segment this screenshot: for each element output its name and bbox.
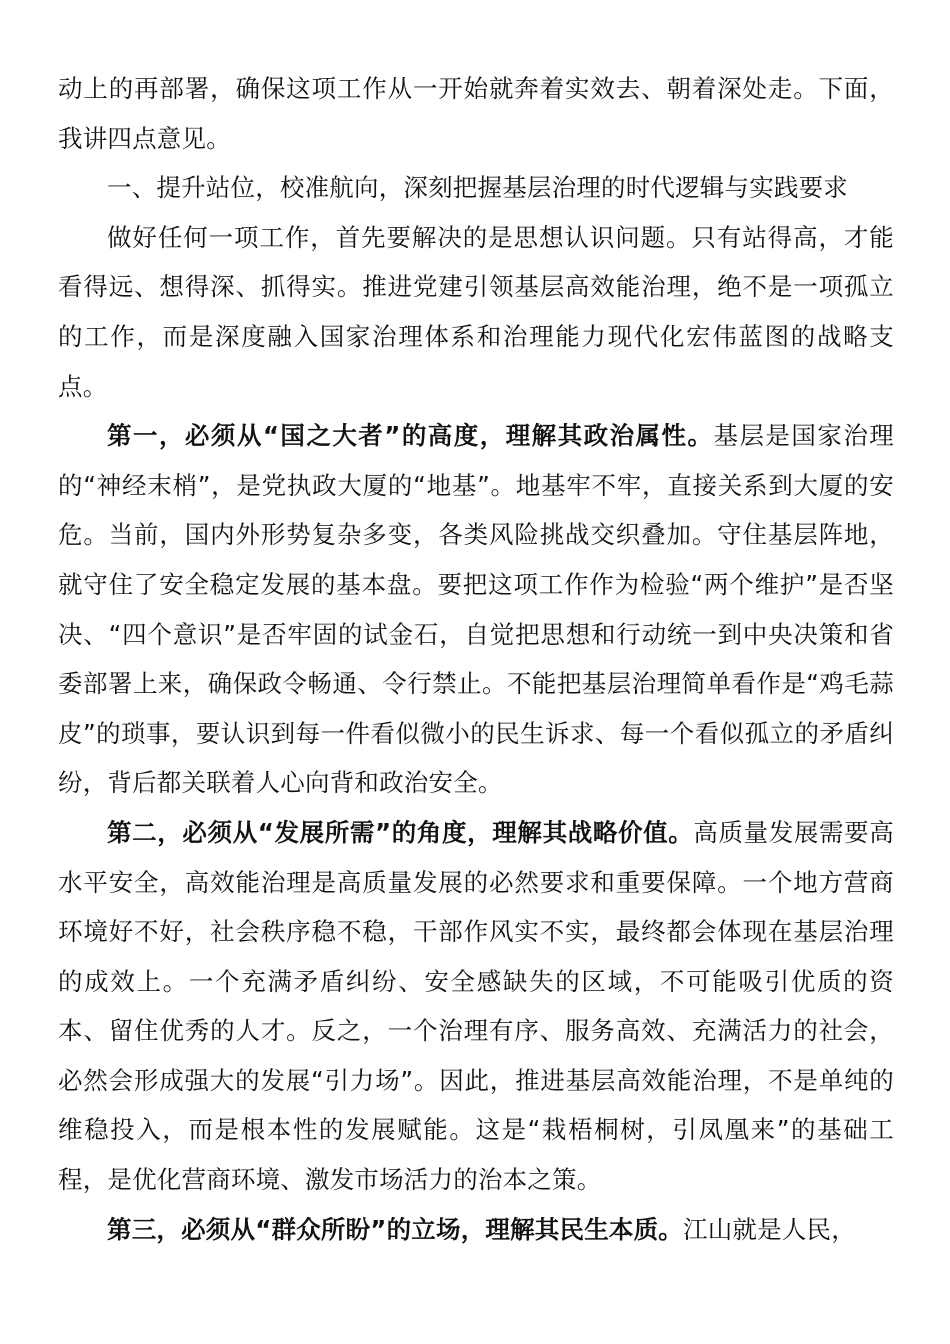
paragraph-text: 动上的再部署，确保这项工作从一开始就奔着实效去、朝着深处走。下面，我讲四点意见。 [58,74,894,153]
document-body [58,64,894,1254]
point-lead: 第三，必须从“群众所盼”的立场，理解其民生本质。 [107,1214,684,1244]
paragraph-point-3 [58,1205,894,1255]
paragraph-text: 高质量发展需要高水平安全，高效能治理是高质量发展的必然要求和重要保障。一个地方营商环境好不好，社会秩序稳不稳，干部作风实不实，最终都会体现在基层治理的成效上。一个充满矛盾纠纷、安全感缺失的区域，不可能吸引优质的资本、留住优秀的人才。反之，一个治理有序、服务高效、充满活力的社会，必然会形成强大的发展“引力场”。因此，推进基层高效能治理，不是单纯的维稳投入，而是根本性的发展赋能。这是“栽梧桐树，引凤凰来”的基础工程，是优化营商环境、激发市场活力的治本之策。 [58,817,894,1195]
paragraph-text: 做好任何一项工作，首先要解决的是思想认识问题。只有站得高，才能看得远、想得深、抓得实。推进党建引领基层高效能治理，绝不是一项孤立的工作，而是深度融入国家治理体系和治理能力现代化宏伟蓝图的战略支点。 [58,222,894,401]
point-lead: 第一，必须从“国之大者”的高度，理解其政治属性。 [107,421,714,451]
section-heading [58,163,894,213]
paragraph-text: 江山就是人民， [683,1214,856,1244]
paragraph-intro [58,213,894,411]
paragraph-continuation [58,64,894,163]
paragraph-point-2 [58,808,894,1205]
point-lead: 第二，必须从“发展所需”的角度，理解其战略价值。 [107,817,694,847]
paragraph-text: 基层是国家治理的“神经末梢”，是党执政大厦的“地基”。地基牢不牢，直接关系到大厦的安危。当前，国内外形势复杂多变，各类风险挑战交织叠加。守住基层阵地，就守住了安全稳定发展的基本盘。要把这项工作作为检验“两个维护”是否坚决、“四个意识”是否牢固的试金石，自觉把思想和行动统一到中央决策和省委部署上来，确保政令畅通、令行禁止。不能把基层治理简单看作是“鸡毛蒜皮”的琐事，要认识到每一件看似微小的民生诉求、每一个看似孤立的矛盾纠纷，背后都关联着人心向背和政治安全。 [58,421,894,798]
section-heading-text: 一、提升站位，校准航向，深刻把握基层治理的时代逻辑与实践要求 [107,173,848,203]
paragraph-point-1 [58,411,894,808]
